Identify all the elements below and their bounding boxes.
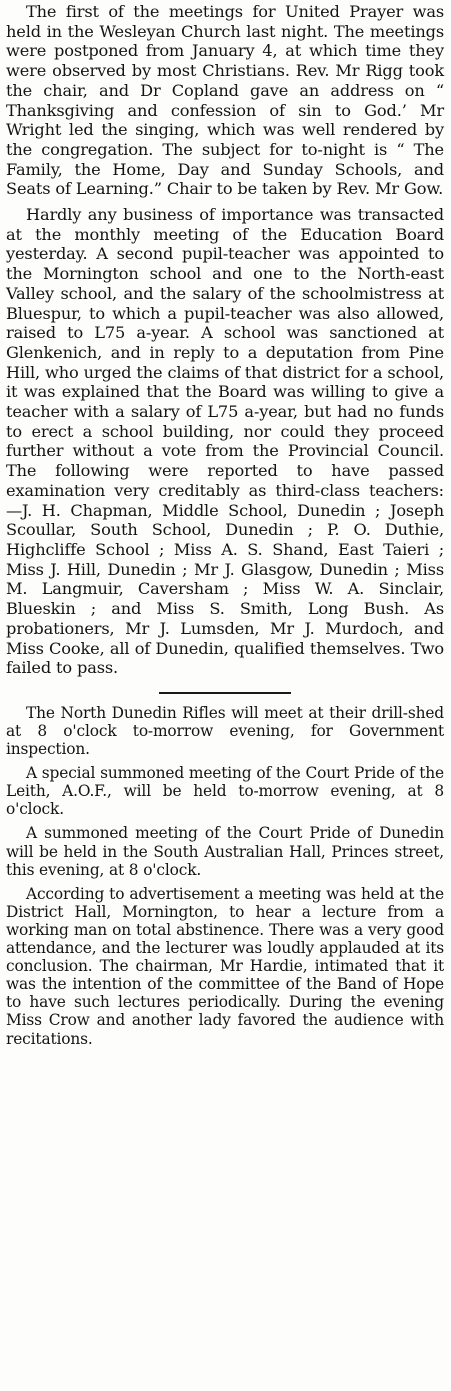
article-education-board: Hardly any business of importance was transacted at the monthly meeting of the Education Board yesterday. A second pupil-teacher was appointed to the Mornington school and one to the North-east Valley school, and the salary of the schoolmistress at Bluespur, to which a pupil-teacher was also allowed, raised to L75 a-year. A school was sanctioned at Glenkenich, and in reply to a deputation from Pine Hill, who urged the claims of that district for a school, it was explained that the Board was willing to give a teacher with a salary of L75 a-year, but had no funds to erect a school building, nor could they proceed further without a vote from the Provincial Council. The following were reported to have passed examination very creditably as third-class teachers: —J. H. Chapman, Middle School, Dunedin ; Joseph Scoullar, South School, Dunedin ; P. O. Duthie, Highcliffe School ; Miss A. S. Shand, East Taieri ; Miss J. Hill, Dunedin ; Mr J. Glasgow, Dunedin ; Miss M. Langmuir, Caversham ; Miss W. A. Sinclair, Blueskin ; and Miss S. Smith, Long Bush. As probationers, Mr J. Lumsden, Mr J. Murdoch, and Miss Cooke, all of Dunedin, qualified themselves. Two failed to pass. <box>6 205 444 678</box>
article-mornington-lecture: According to advertisement a meeting was held at the District Hall, Mornington, to hear a lecture from a working man on total abstinence. There was a very good attendance, and the lecturer was loudly applauded at its conclusion. The chairman, Mr Hardie, intimated that it was the intention of the committee of the Band of Hope to have such lectures periodically. During the evening Miss Crow and another lady favored the audience with recitations. <box>6 884 444 1048</box>
article-court-pride-dunedin: A summoned meeting of the Court Pride of Dunedin will be held in the South Australian Hall, Princes street, this evening, at 8 o'clock. <box>6 824 444 879</box>
article-north-dunedin-rifles: The North Dunedin Rifles will meet at their drill-shed at 8 o'clock to-morrow evening, for Government inspection. <box>6 703 444 759</box>
column-divider <box>159 692 291 694</box>
article-court-pride-leith: A special summoned meeting of the Court Pride of the Leith, A.O.F., will be held to-morrow evening, at 8 o'clock. <box>6 764 444 819</box>
article-united-prayer: The first of the meetings for United Prayer was held in the Wesleyan Church last night. The meetings were postponed from January 4, at which time they were observed by most Christians. Rev. Mr Rigg took the chair, and Dr Copland gave an address on “ Thanksgiving and confession of sin to God.’ Mr Wright led the singing, which was well rendered by the congregation. The subject for to-night is “ The Family, the Home, Day and Sunday Schools, and Seats of Learning.” Chair to be taken by Rev. Mr Gow. <box>6 2 444 199</box>
